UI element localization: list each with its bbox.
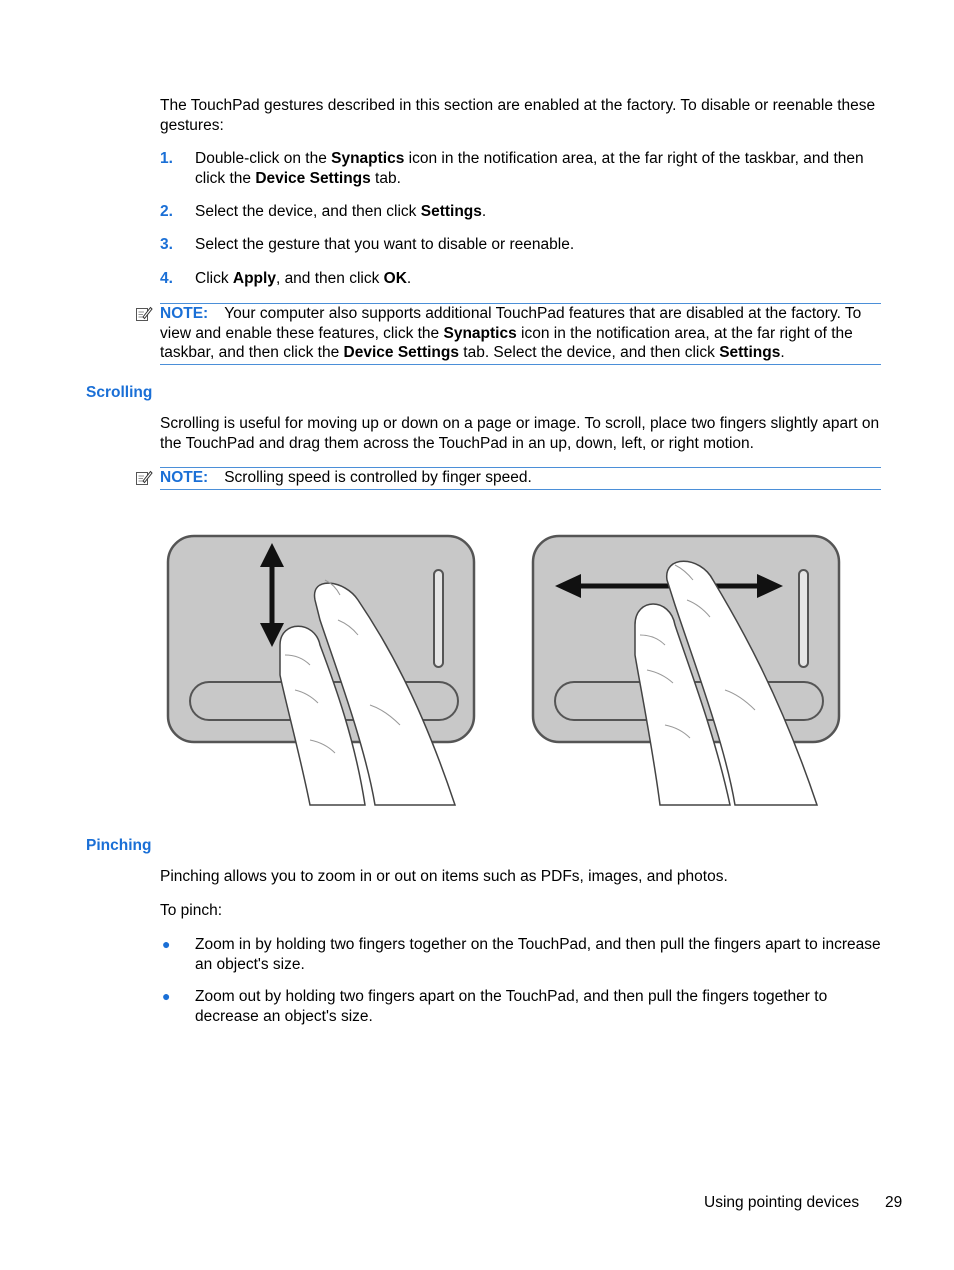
note-box <box>160 303 881 365</box>
step-text: Double-click on the Synaptics icon in the notification area, at the far right of the taskbar, and then click the Device Settings tab. <box>195 150 864 187</box>
step-number: 4. <box>160 270 173 287</box>
section-heading-pinching: Pinching <box>86 837 152 854</box>
intro-paragraph: The TouchPad gestures described in this section are enabled at the factory. To disable or reenable these gestures: <box>160 97 876 134</box>
bullet: ● <box>162 936 171 952</box>
step-text: Click Apply, and then click OK. <box>195 270 412 287</box>
step-number: 2. <box>160 203 173 220</box>
note-text: Scrolling speed is controlled by finger speed. <box>224 469 532 486</box>
step-number: 1. <box>160 150 173 167</box>
step-number: 3. <box>160 236 173 253</box>
touchpad-scroll-zone <box>434 570 443 667</box>
note-box <box>160 467 881 490</box>
note-label: NOTE: <box>160 305 209 322</box>
note-label: NOTE: <box>160 469 209 486</box>
bullet-text: Zoom out by holding two fingers apart on the TouchPad, and then pull the fingers together to decrease an object's size. <box>195 988 828 1025</box>
scrolling-paragraph: Scrolling is useful for moving up or down on a page or image. To scroll, place two fingers slightly apart on the TouchPad and drag them across the TouchPad in an up, down, left, or right motion. <box>160 415 880 452</box>
section-heading-scrolling: Scrolling <box>86 384 153 401</box>
note-pencil-icon <box>135 305 153 323</box>
note-text: Your computer also supports additional TouchPad features that are disabled at the factory. To view and enable these features, click the Synaptics icon in the notification area, at the far right of the taskbar, and then click the Device Settings tab. Select the device, and then click Settings. <box>160 305 862 361</box>
step-text: Select the gesture that you want to disable or reenable. <box>195 236 575 253</box>
bullet-text: Zoom in by holding two fingers together on the TouchPad, and then pull the fingers apart to increase an object's size. <box>195 936 881 973</box>
to-pinch-label: To pinch: <box>160 902 223 919</box>
page-number: 29 <box>885 1194 903 1211</box>
touchpad-scroll-zone <box>799 570 808 667</box>
horizontal-scroll-illustration <box>525 525 855 810</box>
bullet: ● <box>162 988 171 1004</box>
footer-section-title: Using pointing devices <box>704 1194 860 1211</box>
note-pencil-icon <box>135 469 153 487</box>
pinching-paragraph: Pinching allows you to zoom in or out on items such as PDFs, images, and photos. <box>160 868 728 885</box>
step-text: Select the device, and then click Settings. <box>195 203 487 220</box>
vertical-scroll-illustration <box>160 525 490 810</box>
